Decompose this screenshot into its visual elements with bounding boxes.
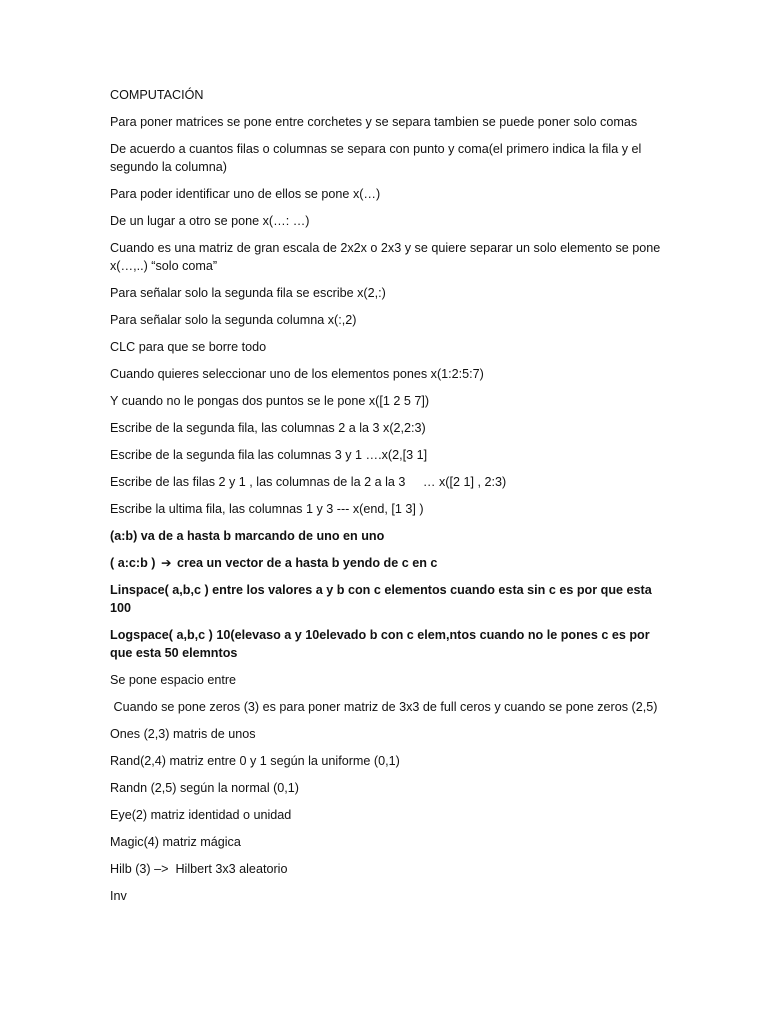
step-range-description: crea un vector de a hasta b yendo de c en c — [177, 556, 438, 570]
paragraph: Randn (2,5) según la normal (0,1) — [110, 781, 300, 795]
bold-paragraph-range: (a:b) va de a hasta b marcando de uno en uno — [110, 529, 385, 543]
paragraph: Para señalar solo la segunda fila se escribe x(2,:) — [110, 286, 386, 300]
bold-paragraph-step-range — [110, 554, 670, 572]
bold-paragraph-logspace: Logspace( a,b,c ) 10(elevaso a y 10elevado b con c elem,ntos cuando no le pones c es por que esta 50 elemntos — [110, 628, 654, 660]
paragraph: Para poder identificar uno de ellos se pone x(…) — [110, 187, 381, 201]
paragraph: De un lugar a otro se pone x(…: …) — [110, 214, 310, 228]
paragraph: Y cuando no le pongas dos puntos se le pone x([1 2 5 7]) — [110, 394, 430, 408]
paragraph: Eye(2) matriz identidad o unidad — [110, 808, 292, 822]
paragraph: Escribe la ultima fila, las columnas 1 y 3 --- x(end, [1 3] ) — [110, 502, 424, 516]
paragraph: Para poner matrices se pone entre corchetes y se separa tambien se puede poner solo comas — [110, 115, 638, 129]
paragraph: Escribe de las filas 2 y 1 , las columnas de la 2 a la 3 … x([2 1] , 2:3) — [110, 475, 507, 489]
right-arrow-icon: ➔ — [160, 556, 172, 570]
paragraph: Cuando se pone zeros (3) es para poner matriz de 3x3 de full ceros y cuando se pone zeros (2,5) — [110, 700, 658, 714]
paragraph: Magic(4) matriz mágica — [110, 835, 241, 849]
paragraph: Para señalar solo la segunda columna x(:,2) — [110, 313, 357, 327]
paragraph: Inv — [110, 889, 127, 903]
paragraph: Cuando quieres seleccionar uno de los elementos pones x(1:2:5:7) — [110, 367, 484, 381]
paragraph: Ones (2,3) matris de unos — [110, 727, 256, 741]
paragraph: Hilb (3) –> Hilbert 3x3 aleatorio — [110, 862, 288, 876]
paragraph: Rand(2,4) matriz entre 0 y 1 según la uniforme (0,1) — [110, 754, 400, 768]
bold-paragraph-linspace: Linspace( a,b,c ) entre los valores a y b con c elementos cuando esta sin c es por que esta 100 — [110, 583, 656, 615]
paragraph: De acuerdo a cuantos filas o columnas se separa con punto y coma(el primero indica la fila y el segundo la columna) — [110, 142, 645, 174]
paragraph: Cuando es una matriz de gran escala de 2x2x o 2x3 y se quiere separar un solo elemento se pone x(…,..) “solo coma” — [110, 241, 664, 273]
document-body — [110, 86, 670, 914]
paragraph: Se pone espacio entre — [110, 673, 237, 687]
paragraph: CLC para que se borre todo — [110, 340, 267, 354]
paragraph: Escribe de la segunda fila las columnas 3 y 1 ….x(2,[3 1] — [110, 448, 428, 462]
document-title: COMPUTACIÓN — [110, 88, 204, 102]
step-range-syntax: ( a:c:b ) — [110, 556, 156, 570]
paragraph: Escribe de la segunda fila, las columnas 2 a la 3 x(2,2:3) — [110, 421, 426, 435]
